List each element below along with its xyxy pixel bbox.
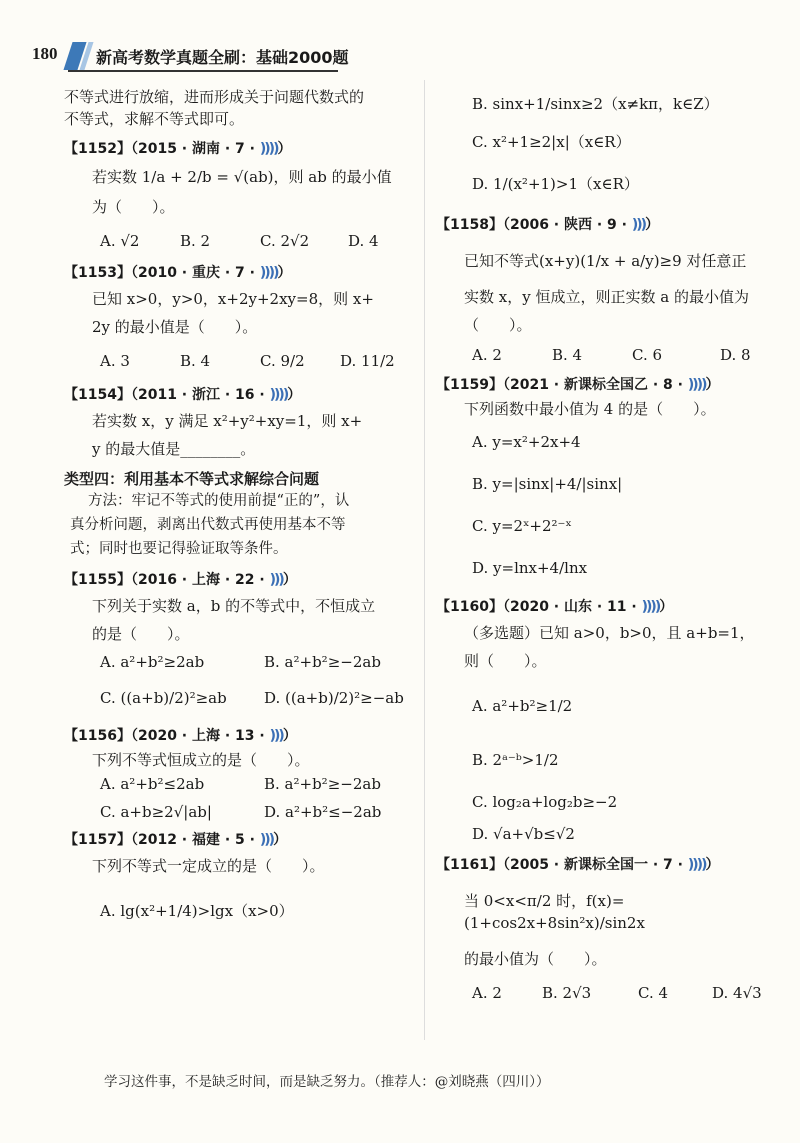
- option-d: D. y=lnx+4/lnx: [472, 559, 588, 577]
- option-c: C. x²+1≥2|x|（x∈R）: [472, 133, 631, 151]
- question-text: 为（ ）。: [92, 198, 175, 216]
- section-title: 类型四：利用基本不等式求解综合问题: [64, 470, 320, 488]
- method-line: 真分析问题，剥离出代数式再使用基本不等: [70, 517, 346, 533]
- intro-line: 不等式，求解不等式即可。: [64, 110, 245, 128]
- option-a: A. √2: [100, 232, 140, 250]
- option-d: D. 11/2: [340, 352, 395, 370]
- question-header-1156: [64, 725, 414, 745]
- right-column: [436, 86, 786, 1002]
- options-1158: [436, 346, 786, 364]
- question-header-1157: [64, 829, 414, 849]
- question-tag: 【1160】（2020 · 山东 · 11 ·: [436, 599, 642, 615]
- question-tag: 【1158】（2006 · 陕西 · 9 ·: [436, 217, 632, 233]
- question-tag-close: ）: [705, 377, 720, 393]
- options-1156-row2: [64, 803, 414, 821]
- question-tag-close: ）: [705, 857, 720, 873]
- question-body-1155: [64, 595, 414, 645]
- options-1155-row2: [64, 689, 414, 707]
- option-a: A. 3: [100, 352, 130, 370]
- question-header-1155: [64, 569, 414, 589]
- header-underline: [68, 70, 338, 72]
- option-a: A. a²+b²≤2ab: [100, 775, 205, 793]
- option-b: B. 2ᵃ⁻ᵇ>1/2: [472, 751, 559, 769]
- difficulty-spirals-icon: )))): [641, 599, 660, 615]
- question-tag-close: ）: [282, 572, 297, 588]
- option-c: C. 2√2: [260, 232, 310, 250]
- option-a: A. 2: [472, 984, 502, 1002]
- footer-quote: 学习这件事，不是缺乏时间，而是缺乏努力。（推荐人：@刘晓燕（四川））: [104, 1074, 550, 1090]
- question-body-1161: [436, 890, 786, 970]
- question-text: （ ）。: [464, 316, 532, 334]
- method-text: [64, 489, 414, 561]
- question-body-1153: [64, 288, 414, 338]
- question-text: （多选题）已知 a>0，b>0，且 a+b=1，: [464, 624, 755, 642]
- question-tag: 【1156】（2020 · 上海 · 13 ·: [64, 728, 270, 744]
- question-body-1154: [64, 410, 414, 460]
- question-header-1160: [436, 596, 786, 616]
- question-header-1154: [64, 384, 414, 404]
- question-text: 的最小值为（ ）。: [464, 950, 607, 968]
- question-text: 已知 x>0，y>0，x+2y+2xy=8，则 x+: [92, 290, 374, 308]
- option-c: C. a+b≥2√|ab|: [100, 803, 212, 821]
- left-column: [64, 86, 414, 923]
- method-line: 式；同时也要记得验证取等条件。: [70, 541, 288, 557]
- column-divider: [424, 80, 425, 1040]
- question-tag: 【1159】（2021 · 新课标全国乙 · 8 ·: [436, 377, 688, 393]
- options-1153: [64, 352, 414, 370]
- difficulty-spirals-icon: ))): [259, 832, 274, 848]
- question-header-1159: [436, 374, 786, 394]
- difficulty-spirals-icon: )))): [687, 857, 706, 873]
- question-header-1153: [64, 262, 414, 282]
- option-d: D. 4: [348, 232, 379, 250]
- question-body-1156: [64, 749, 414, 771]
- option-b: B. a²+b²≥−2ab: [264, 653, 381, 671]
- options-1152: [64, 232, 414, 250]
- option-b: B. 2√3: [542, 984, 592, 1002]
- question-body-1160: [436, 622, 786, 672]
- difficulty-spirals-icon: ))): [631, 217, 646, 233]
- difficulty-spirals-icon: )))): [687, 377, 706, 393]
- question-header-1161: [436, 854, 786, 874]
- option-b: B. a²+b²≥−2ab: [264, 775, 381, 793]
- option-a: A. a²+b²≥1/2: [472, 697, 573, 715]
- option-d: D. a²+b²≤−2ab: [264, 803, 382, 821]
- question-tag: 【1155】（2016 · 上海 · 22 ·: [64, 572, 270, 588]
- question-tag-close: ）: [645, 217, 660, 233]
- question-body-1157: [64, 855, 414, 877]
- page-number: 180: [32, 44, 58, 63]
- question-tag: 【1154】（2011 · 浙江 · 16 ·: [64, 387, 270, 403]
- option-c: C. ((a+b)/2)²≥ab: [100, 689, 227, 707]
- question-tag-close: ）: [273, 832, 288, 848]
- question-tag: 【1153】（2010 · 重庆 · 7 ·: [64, 265, 260, 281]
- question-tag: 【1161】（2005 · 新课标全国一 · 7 ·: [436, 857, 688, 873]
- option-c: C. y=2ˣ+2²⁻ˣ: [472, 517, 572, 535]
- intro-line: 不等式进行放缩，进而形成关于问题代数式的: [64, 88, 365, 106]
- method-line: 方法：牢记不等式的使用前提“正的”，认: [88, 493, 350, 509]
- option-d: D. 1/(x²+1)>1（x∈R）: [472, 175, 639, 193]
- question-header-1152: [64, 138, 414, 158]
- question-tag: 【1152】（2015 · 湖南 · 7 ·: [64, 141, 260, 157]
- option-a: A. lg(x²+1/4)>lgx（x>0）: [100, 902, 294, 920]
- question-text: 下列函数中最小值为 4 的是（ ）。: [464, 400, 716, 418]
- question-text: y 的最大值是________。: [92, 440, 256, 458]
- options-1156-row1: [64, 775, 414, 793]
- question-text: 则（ ）。: [464, 652, 547, 670]
- question-text: 实数 x，y 恒成立，则正实数 a 的最小值为: [464, 288, 749, 306]
- question-text: 若实数 x，y 满足 x²+y²+xy=1，则 x+: [92, 412, 363, 430]
- question-body-1159: [436, 398, 786, 420]
- option-d: D. 8: [720, 346, 751, 364]
- question-tag: 【1157】（2012 · 福建 · 5 ·: [64, 832, 260, 848]
- question-tag-close: ）: [277, 265, 292, 281]
- question-tag-close: ）: [287, 387, 302, 403]
- options-1161: [436, 984, 786, 1002]
- option-d: D. √a+√b≤√2: [472, 825, 575, 843]
- option-b: B. 2: [180, 232, 211, 250]
- question-body-1152: [64, 166, 414, 218]
- question-text: 下列关于实数 a，b 的不等式中，不恒成立: [92, 597, 376, 615]
- book-title: 新高考数学真题全刷：基础2000题: [96, 48, 349, 67]
- question-text: 的是（ ）。: [92, 625, 190, 643]
- question-tag-close: ）: [282, 728, 297, 744]
- difficulty-spirals-icon: )))): [269, 387, 288, 403]
- difficulty-spirals-icon: ))): [269, 728, 283, 744]
- question-text: 当 0<x<π/2 时，f(x)=(1+cos2x+8sin²x)/sin2x: [464, 892, 645, 932]
- option-c: C. 6: [632, 346, 663, 364]
- option-c: C. 4: [638, 984, 669, 1002]
- option-b: B. 4: [552, 346, 583, 364]
- question-text: 下列不等式恒成立的是（ ）。: [92, 751, 310, 769]
- option-c: C. 9/2: [260, 352, 305, 370]
- option-b: B. 4: [180, 352, 211, 370]
- option-d: D. 4√3: [712, 984, 762, 1002]
- difficulty-spirals-icon: ))): [269, 572, 283, 588]
- option-a: A. y=x²+2x+4: [472, 433, 581, 451]
- question-body-1158: [436, 250, 786, 336]
- option-b: B. y=|sinx|+4/|sinx|: [472, 475, 623, 493]
- difficulty-spirals-icon: )))): [259, 265, 278, 281]
- option-a: A. a²+b²≥2ab: [100, 653, 205, 671]
- question-tag-close: ）: [277, 141, 292, 157]
- difficulty-spirals-icon: )))): [259, 141, 278, 157]
- option-b: B. sinx+1/sinx≥2（x≠kπ，k∈Z）: [472, 95, 719, 113]
- option-c: C. log₂a+log₂b≥−2: [472, 793, 618, 811]
- question-header-1158: [436, 214, 786, 234]
- question-text: 2y 的最小值是（ ）。: [92, 318, 258, 336]
- option-d: D. ((a+b)/2)²≥−ab: [264, 689, 404, 707]
- question-tag-close: ）: [659, 599, 674, 615]
- question-text: 下列不等式一定成立的是（ ）。: [92, 857, 325, 875]
- question-text: 若实数 1/a + 2/b = √(ab)，则 ab 的最小值: [92, 168, 392, 186]
- options-1155-row1: [64, 653, 414, 671]
- question-text: 已知不等式(x+y)(1/x + a/y)≥9 对任意正: [464, 252, 747, 270]
- option-a: A. 2: [472, 346, 502, 364]
